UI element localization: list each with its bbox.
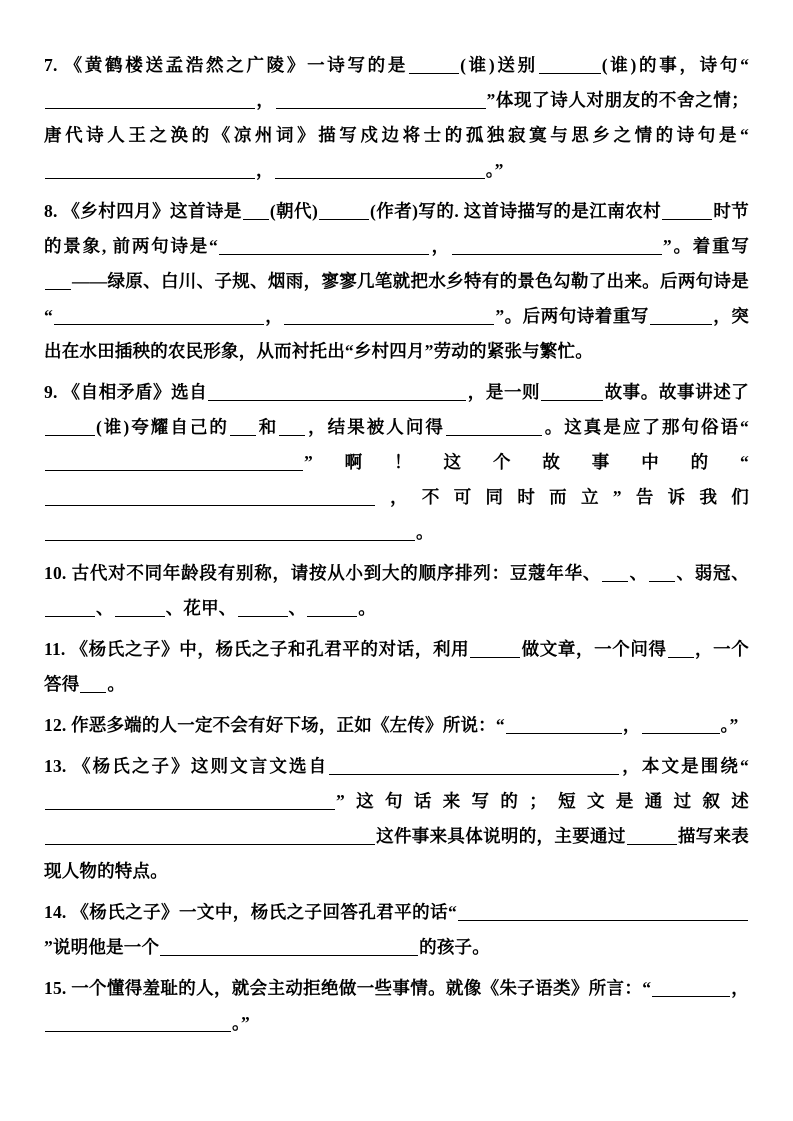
question-number: 7. <box>44 55 58 75</box>
question-text: ”。后两句诗着重写 <box>495 306 649 326</box>
answer-blank[interactable] <box>80 674 106 693</box>
answer-blank[interactable] <box>45 417 95 436</box>
answer-blank[interactable] <box>243 201 269 220</box>
answer-blank[interactable] <box>45 271 71 290</box>
answer-blank[interactable] <box>160 937 418 956</box>
question-text: ， <box>264 306 284 326</box>
question-text: ， <box>256 160 274 180</box>
answer-blank[interactable] <box>627 826 677 845</box>
question-text: (谁)送别 <box>460 55 538 75</box>
answer-blank[interactable] <box>45 90 255 109</box>
question-text: ”啊！这个故事中的“ <box>304 452 749 472</box>
question-text: ， <box>256 90 275 110</box>
question-text: 、 <box>629 563 648 583</box>
question-text: 《乡村四月》这首诗是 <box>62 201 242 221</box>
answer-blank[interactable] <box>54 306 264 325</box>
question-text: 《自相矛盾》选自 <box>62 382 208 402</box>
question-text: 这件事来具体说明的，主要通过 <box>376 826 626 846</box>
answer-blank[interactable] <box>541 382 603 401</box>
question-number: 13. <box>44 756 67 776</box>
question-item-10 <box>44 556 749 626</box>
question-text: 。” <box>232 1013 250 1033</box>
answer-blank[interactable] <box>470 639 520 658</box>
question-text: 、花甲、 <box>165 598 237 618</box>
answer-blank[interactable] <box>45 487 375 506</box>
question-text: ，本文是围绕“ <box>620 756 749 776</box>
question-text: 。” <box>720 715 739 735</box>
answer-blank[interactable] <box>458 902 748 921</box>
question-item-15 <box>44 971 749 1041</box>
question-text: ——绿原、白川、子规、烟雨，寥寥几笔就把水乡特有的景色勾勒了出来。后两句诗是“ <box>44 271 749 326</box>
question-item-13 <box>44 749 749 889</box>
question-text: (谁)的事，诗句“ <box>601 55 750 75</box>
question-text: 故事。故事讲述了 <box>604 382 749 402</box>
question-text: 《杨氏之子》中，杨氏之子和孔君平的对话，利用 <box>70 639 470 659</box>
answer-blank[interactable] <box>662 201 712 220</box>
answer-blank[interactable] <box>539 55 601 74</box>
question-number: 15. <box>44 978 67 998</box>
question-number: 11. <box>44 639 66 659</box>
question-text: 。这真是应了那句俗语“ <box>542 417 750 437</box>
question-number: 10. <box>44 563 67 583</box>
answer-blank[interactable] <box>219 236 429 255</box>
question-text: 、 <box>96 598 114 618</box>
question-text: ”。着重写 <box>662 236 750 256</box>
answer-blank[interactable] <box>284 306 494 325</box>
question-text: 、 <box>288 598 307 618</box>
question-text: 时节的景象, 前两句诗是“ <box>44 201 749 256</box>
answer-blank[interactable] <box>45 791 335 810</box>
question-item-12 <box>44 708 749 743</box>
question-item-8 <box>44 194 749 369</box>
question-text: (作者)写的. 这首诗描写的是江南农村 <box>370 201 662 221</box>
question-text: (朝代) <box>269 201 318 221</box>
answer-blank[interactable] <box>602 563 628 582</box>
answer-blank[interactable] <box>446 417 542 436</box>
question-text: ，不可同时而立”告诉我们 <box>376 487 749 507</box>
question-text: 和 <box>256 417 279 437</box>
answer-blank[interactable] <box>329 756 619 775</box>
answer-blank[interactable] <box>652 978 730 997</box>
answer-blank[interactable] <box>319 201 369 220</box>
answer-blank[interactable] <box>230 417 256 436</box>
question-text: 《黄鹤楼送孟浩然之广陵》一诗写的是 <box>64 55 409 75</box>
question-text: ”体现了诗人对朋友的不舍之情；唐代诗人王之涣的《凉州词》描写戍边将士的孤独寂寞与思乡之情的诗句是“ <box>44 90 750 145</box>
question-text: 做文章，一个问得 <box>521 639 667 659</box>
answer-blank[interactable] <box>668 639 694 658</box>
answer-blank[interactable] <box>307 598 357 617</box>
question-number: 9. <box>44 382 58 402</box>
answer-blank[interactable] <box>115 598 165 617</box>
question-text: ， <box>622 715 641 735</box>
answer-blank[interactable] <box>506 715 622 734</box>
question-item-14 <box>44 895 749 965</box>
question-text: 。 <box>358 598 376 618</box>
question-text: 。 <box>107 674 126 694</box>
answer-blank[interactable] <box>452 236 662 255</box>
question-text: 作恶多端的人一定不会有好下场，正如《左传》所说：“ <box>71 715 505 735</box>
answer-blank[interactable] <box>45 598 95 617</box>
question-text: 《杨氏之子》这则文言文选自 <box>73 756 329 776</box>
answer-blank[interactable] <box>45 522 415 541</box>
question-text: (谁)夸耀自己的 <box>96 417 229 437</box>
answer-blank[interactable] <box>409 55 459 74</box>
question-number: 8. <box>44 201 58 221</box>
question-number: 12. <box>44 715 67 735</box>
question-text: 描写来表现人物的特点。 <box>44 826 749 881</box>
question-item-7 <box>44 48 749 188</box>
answer-blank[interactable] <box>650 306 712 325</box>
answer-blank[interactable] <box>208 382 466 401</box>
answer-blank[interactable] <box>275 160 485 179</box>
question-text: ，一个答得 <box>44 639 749 694</box>
answer-blank[interactable] <box>45 826 375 845</box>
question-text: ”说明他是一个 <box>44 937 160 957</box>
question-text: 《杨氏之子》一文中，杨氏之子回答孔君平的话“ <box>71 902 458 922</box>
question-text: 。” <box>485 160 504 180</box>
answer-blank[interactable] <box>45 452 303 471</box>
question-text: ，是一则 <box>467 382 541 402</box>
question-item-9 <box>44 375 749 550</box>
answer-blank[interactable] <box>279 417 305 436</box>
answer-blank[interactable] <box>649 563 675 582</box>
question-text: 古代对不同年龄段有别称，请按从小到大的顺序排列：豆蔻年华、 <box>71 563 602 583</box>
question-text: 一个懂得羞耻的人，就会主动拒绝做一些事情。就像《朱子语类》所言：“ <box>71 978 652 998</box>
answer-blank[interactable] <box>45 1013 231 1032</box>
question-number: 14. <box>44 902 67 922</box>
question-text: ， <box>731 978 749 998</box>
question-text: 的孩子。 <box>419 937 490 957</box>
question-item-11 <box>44 632 749 702</box>
question-text: ， <box>430 236 451 256</box>
question-text: ”这句话来写的；短文是通过叙述 <box>336 791 749 811</box>
question-text: 。 <box>416 522 434 542</box>
question-text: 、弱冠、 <box>675 563 749 583</box>
answer-blank[interactable] <box>642 715 720 734</box>
answer-blank[interactable] <box>238 598 288 617</box>
answer-blank[interactable] <box>45 160 255 179</box>
answer-blank[interactable] <box>276 90 486 109</box>
question-text: ，结果被人问得 <box>306 417 445 437</box>
question-text: ，突出在水田插秧的农民形象，从而衬托出“乡村四月”劳动的紧张与繁忙。 <box>44 306 749 361</box>
